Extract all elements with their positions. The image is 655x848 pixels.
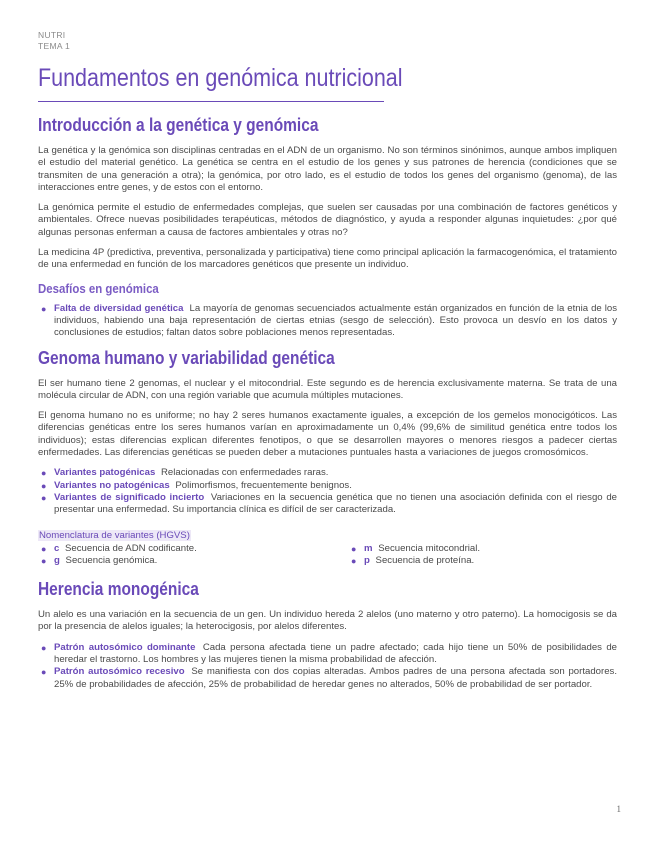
- list-item: [38, 467, 617, 479]
- section-heading-genome: Genoma humano y variabilidad genética: [38, 347, 335, 368]
- term: Variantes no patogénicas: [54, 479, 170, 491]
- paragraph: Un alelo es una variación en la secuencia de un gen. Un individuo hereda 2 alelos (uno materno y otro paterno). La homocigosis se da por la presencia de alelos iguales; la heterocigosis, por alelos diferentes.: [38, 609, 617, 633]
- paragraph: La genética y la genómica son disciplinas centradas en el ADN de un organismo. No son términos sinónimos, aunque ambos impliquen el estudio del material genético. La genética se centra en el estudio de los genes y sus patrones de herencia (condiciones que se transmiten de una generación a otra); la genómica, por otro lado, es el estudio de todos los genes del organismo (genoma), de las interacciones entre genes, y de estos con el entorno.: [38, 145, 617, 193]
- hgvs-description: Secuencia genómica.: [65, 554, 158, 566]
- page-number: 1: [616, 804, 621, 814]
- list-item: [38, 642, 617, 667]
- term-description: Cada persona afectada tiene un padre afectado; cada hijo tiene un 50% de posibilidades de heredar el trastorno. Los hombres y las mujeres tienen la misma probabilidad de afección.: [54, 641, 618, 666]
- hgvs-description: Secuencia de ADN codificante.: [65, 542, 197, 554]
- bullet-icon: ●: [41, 667, 47, 678]
- term-description: La mayoría de genomas secuenciados actualmente están organizados en función de la etnia de los individuos, habiendo una baja representación de ciertas etnias (sesgo de selección). Esto provoca un desvío en los datos y conclusiones de estudios; faltan datos sobre poblaciones menos representadas.: [54, 302, 618, 339]
- list-item: [348, 543, 598, 555]
- paragraph: El genoma humano no es uniforme; no hay 2 seres humanos exactamente iguales, a excepción de los gemelos monocigóticos. Las diferencias genéticas entre los seres humanos varían en aproximadamente un 0,4% (99,6% de similitud genética entre todos los individuos); estas diferencias explican diferentes fenotipos, o que se desarrollen mayores o menores riesgos a padecer ciertas enfermedades. Las diferencias genéticas se pueden deber a mutaciones puntuales hasta a variaciones de juegos cromosómicos.: [38, 410, 617, 459]
- list-item: [38, 480, 617, 492]
- list-item: [38, 303, 617, 340]
- subheading-challenges: Desafíos en genómica: [38, 280, 159, 296]
- list-item: [38, 543, 348, 555]
- section-heading-monogenic: Herencia monogénica: [38, 579, 199, 600]
- challenges-list: [38, 303, 617, 340]
- term: Patrón autosómico dominante: [54, 641, 196, 653]
- paragraph: La medicina 4P (predictiva, preventiva, personalizada y participativa) tiene como principal aplicación la farmacogenómica, el tratamiento de una enfermedad en función de los marcadores genéticos que presente un individuo.: [38, 247, 617, 271]
- term-description: Relacionadas con enfermedades raras.: [160, 467, 329, 479]
- hgvs-column-left: [38, 543, 348, 568]
- list-item: [348, 555, 598, 567]
- hgvs-code: m: [364, 542, 373, 554]
- hgvs-columns: [38, 543, 617, 568]
- course-label: NUTRI: [38, 30, 66, 40]
- hgvs-label: Nomenclatura de variantes (HGVS): [39, 529, 190, 541]
- hgvs-description: Secuencia mitocondrial.: [378, 542, 481, 554]
- bullet-icon: ●: [41, 480, 47, 491]
- bullet-icon: ●: [41, 642, 47, 653]
- topic-label: TEMA 1: [38, 41, 71, 51]
- bullet-icon: ●: [41, 468, 47, 479]
- bullet-icon: ●: [351, 555, 357, 566]
- bullet-icon: ●: [351, 543, 357, 554]
- bullet-icon: ●: [41, 492, 47, 503]
- term: Variantes patogénicas: [54, 467, 156, 479]
- term-description: Polimorfismos, frecuentemente benignos.: [175, 479, 352, 491]
- hgvs-column-right: [348, 543, 598, 568]
- list-item: [38, 492, 617, 517]
- bullet-icon: ●: [41, 555, 47, 566]
- term: Patrón autosómico recesivo: [54, 666, 185, 678]
- term-description: Variaciones en la secuencia genética que no tienen una asociación definida con el riesgo de presentar una enfermedad. Su importancia clínica es difícil de ser caracterizada.: [54, 491, 617, 516]
- section-heading-intro: Introducción a la genética y genómica: [38, 115, 319, 135]
- paragraph: El ser humano tiene 2 genomas, el nuclear y el mitocondrial. Este segundo es de herencia exclusivamente materna. Se trata de una molécula circular de ADN, con una región variable que acumula múltiples mutaciones.: [38, 377, 617, 401]
- hgvs-code: c: [54, 542, 60, 554]
- term: Variantes de significado incierto: [54, 491, 205, 503]
- hgvs-code: p: [364, 554, 370, 566]
- term: Falta de diversidad genética: [54, 302, 184, 314]
- paragraph: La genómica permite el estudio de enfermedades complejas, que suelen ser causadas por una combinación de factores genéticos y ambientales. Ofrece nuevas posibilidades terapéuticas, métodos de diagnóstico, y ayuda a responder algunas inquietudes: ¿por qué algunas personas enferman a causa de factores ambientales y otras no?: [38, 202, 617, 238]
- page-title: Fundamentos en genómica nutricional: [38, 64, 403, 92]
- title-divider: [38, 101, 384, 102]
- bullet-icon: ●: [41, 303, 47, 314]
- hgvs-code: g: [54, 554, 60, 566]
- inheritance-patterns-list: [38, 642, 617, 691]
- variants-list: [38, 467, 617, 516]
- list-item: [38, 666, 617, 691]
- list-item: [38, 555, 348, 567]
- bullet-icon: ●: [41, 543, 47, 554]
- hgvs-description: Secuencia de proteína.: [375, 554, 475, 566]
- term-description: Se manifiesta con dos copias alteradas. Ambos padres de una persona afectada son portadores. 25% de probabilidades de afección, 25% de probabilidad de heredar genes no alterados, 50% de probabilidad de ser portador.: [54, 666, 617, 690]
